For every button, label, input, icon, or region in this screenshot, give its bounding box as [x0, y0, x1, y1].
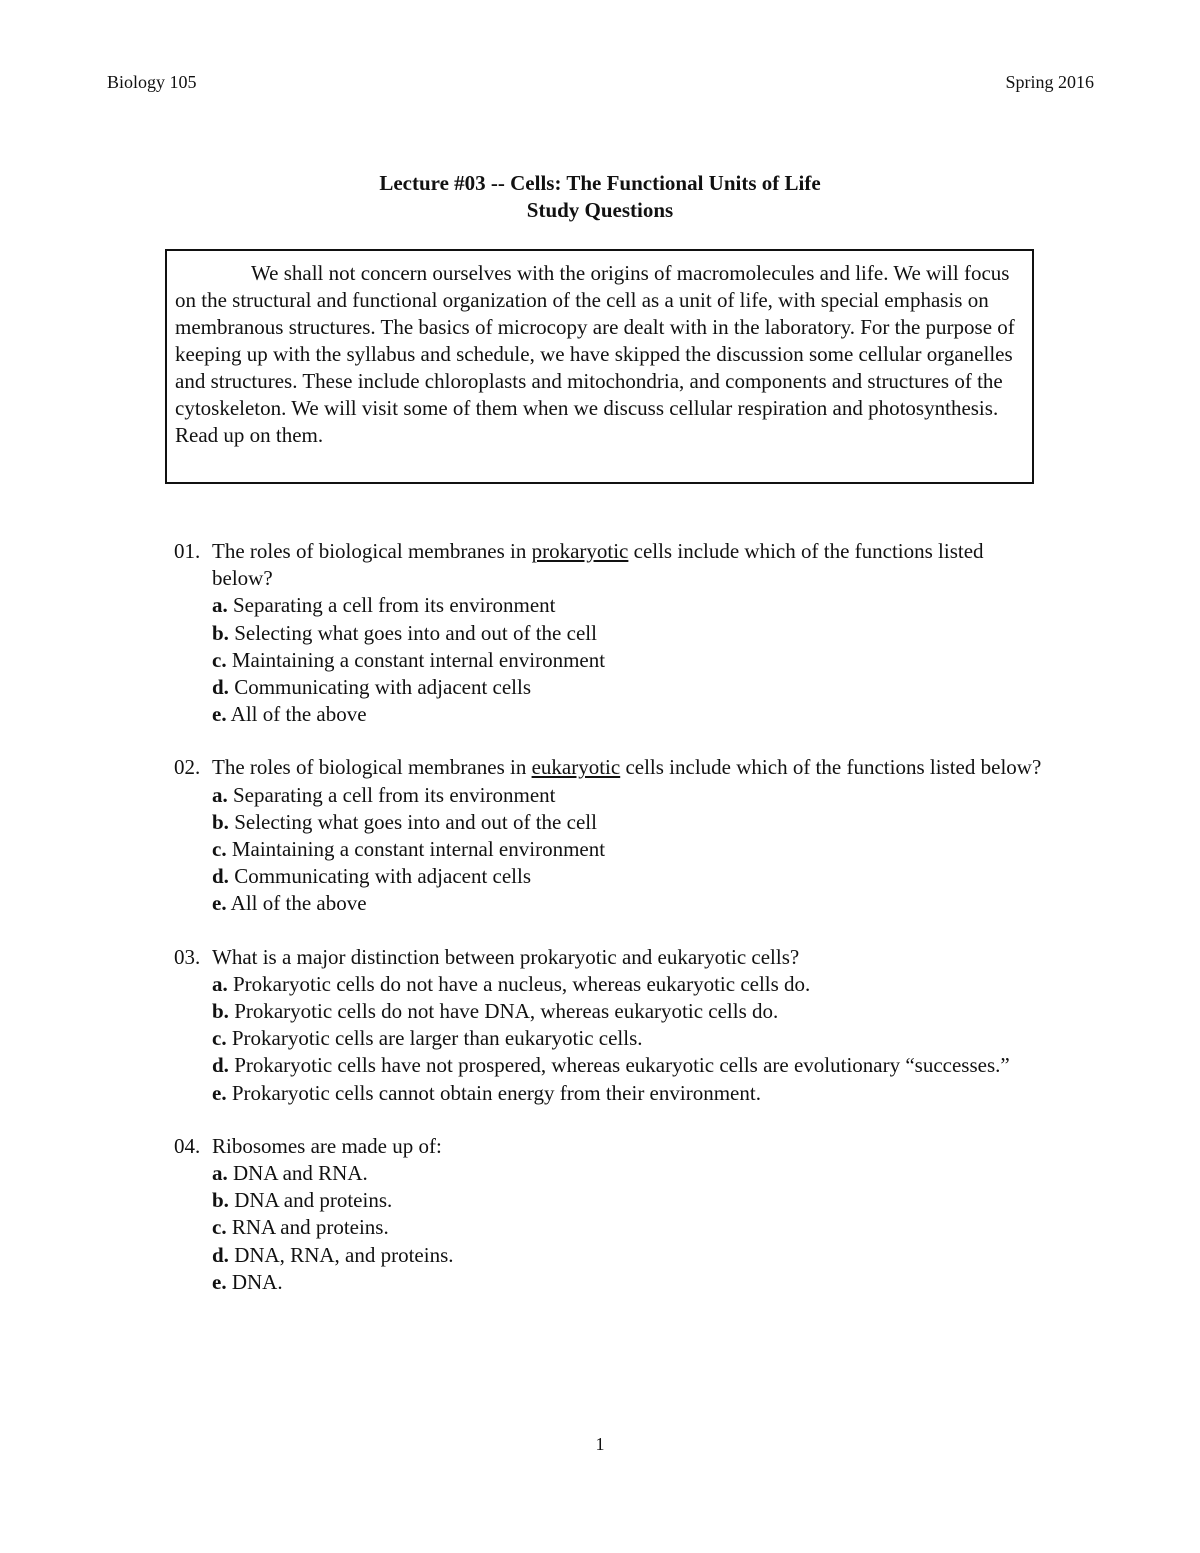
choice-text: Communicating with adjacent cells: [234, 675, 532, 700]
question-number: 04.: [174, 1133, 201, 1158]
stem-text: What is a major distinction between prokaryotic and eukaryotic cells?: [212, 944, 800, 969]
choice-text: Prokaryotic cells are larger than eukaryotic cells.: [231, 1026, 643, 1051]
choice-letter: a.: [212, 593, 228, 618]
choice-b: [174, 809, 1044, 836]
stem-emphasis: eukaryotic: [531, 755, 621, 780]
stem-text: The roles of biological membranes in: [212, 755, 532, 780]
choice-e: [174, 1269, 1044, 1296]
choice-letter: c.: [212, 1026, 227, 1051]
choice-letter: a.: [212, 782, 228, 807]
stem-text: cells include which of the functions listed below?: [212, 539, 984, 591]
course-name: Biology 105: [107, 72, 197, 92]
stem-text: Ribosomes are made up of:: [212, 1133, 442, 1158]
choice-e: [174, 1080, 1044, 1107]
choice-a: [174, 1160, 1044, 1187]
choice-a: [174, 971, 1044, 998]
choice-letter: b.: [212, 809, 229, 834]
choice-e: [174, 890, 1044, 917]
question-01: [174, 538, 1044, 728]
choice-letter: e.: [212, 1080, 227, 1105]
choice-text: RNA and proteins.: [231, 1215, 389, 1240]
choice-a: [174, 592, 1044, 619]
question-number: 02.: [174, 755, 201, 780]
choice-letter: d.: [212, 864, 229, 889]
study-questions-heading: Study Questions: [526, 198, 674, 222]
choice-c: [174, 647, 1044, 674]
choice-text: DNA and proteins.: [234, 1188, 393, 1213]
choice-letter: d.: [212, 1242, 229, 1267]
choice-b: [174, 998, 1044, 1025]
document-title: [0, 170, 1200, 224]
choice-text: Separating a cell from its environment: [233, 782, 556, 807]
question-04: [174, 1133, 1044, 1296]
choice-text: All of the above: [230, 702, 367, 727]
choice-text: Prokaryotic cells cannot obtain energy from their environment.: [231, 1080, 761, 1105]
choice-c: [174, 836, 1044, 863]
question-stem: [174, 1133, 1044, 1160]
choice-text: Prokaryotic cells do not have DNA, whereas eukaryotic cells do.: [234, 999, 779, 1024]
choice-text: Prokaryotic cells do not have a nucleus, whereas eukaryotic cells do.: [233, 971, 811, 996]
choice-letter: e.: [212, 1269, 227, 1294]
choice-d: [174, 674, 1044, 701]
term-label: Spring 2016: [1005, 72, 1094, 92]
question-stem: [174, 754, 1044, 781]
choice-letter: b.: [212, 999, 229, 1024]
choice-text: Maintaining a constant internal environment: [231, 647, 606, 672]
choice-text: Selecting what goes into and out of the cell: [234, 809, 597, 834]
question-02: [174, 754, 1044, 917]
choice-a: [174, 782, 1044, 809]
question-number: 01.: [174, 539, 201, 563]
stem-emphasis: prokaryotic: [531, 539, 629, 563]
question-stem: [174, 538, 1044, 592]
choice-letter: a.: [212, 1161, 228, 1186]
choice-letter: b.: [212, 1188, 229, 1213]
choice-text: Prokaryotic cells have not prospered, whereas eukaryotic cells are evolutionary “successes.”: [234, 1053, 1010, 1078]
choice-letter: c.: [212, 837, 227, 862]
choice-letter: e.: [212, 702, 227, 727]
choice-text: Maintaining a constant internal environment: [231, 837, 606, 862]
question-stem: [174, 944, 1044, 971]
stem-text: cells include which of the functions listed below?: [620, 755, 1042, 780]
choice-letter: c.: [212, 647, 227, 672]
choice-text: DNA and RNA.: [233, 1161, 368, 1186]
choice-letter: d.: [212, 1053, 229, 1078]
choice-letter: c.: [212, 1215, 227, 1240]
stem-text: The roles of biological membranes in: [212, 539, 532, 563]
choice-d: [174, 1242, 1044, 1269]
page-number: 1: [595, 1434, 605, 1454]
question-list: [174, 538, 1044, 1322]
choice-text: DNA.: [231, 1269, 283, 1294]
choice-b: [174, 1187, 1044, 1214]
choice-text: Selecting what goes into and out of the cell: [234, 620, 597, 645]
choice-text: Separating a cell from its environment: [233, 593, 556, 618]
choice-letter: e.: [212, 891, 227, 916]
intro-box: [165, 249, 1034, 484]
choice-text: All of the above: [230, 891, 367, 916]
choice-b: [174, 620, 1044, 647]
choice-c: [174, 1025, 1044, 1052]
intro-paragraph: We shall not concern ourselves with the origins of macromolecules and life. We will focus on the structural and functional organization of the cell as a unit of life, with special emphasis on membranous structures. The basics of microcopy are dealt with in the laboratory. For the purpose of keeping up with the syllabus and schedule, we have skipped the discussion some cellular organelles and structures. These include chloroplasts and mitochondria, and components and structures of the cytoskeleton. We will visit some of them when we discuss cellular respiration and photosynthesis. Read up on them.: [175, 261, 1015, 447]
question-03: [174, 944, 1044, 1107]
choice-e: [174, 701, 1044, 728]
choice-letter: a.: [212, 971, 228, 996]
lecture-title: Lecture #03 -- Cells: The Functional Units of Life: [379, 171, 821, 195]
choice-d: [174, 863, 1044, 890]
question-number: 03.: [174, 944, 201, 969]
choice-letter: b.: [212, 620, 229, 645]
choice-letter: d.: [212, 675, 229, 700]
choice-text: Communicating with adjacent cells: [234, 864, 532, 889]
choice-c: [174, 1214, 1044, 1241]
choice-text: DNA, RNA, and proteins.: [234, 1242, 454, 1267]
choice-d: [174, 1052, 1044, 1079]
